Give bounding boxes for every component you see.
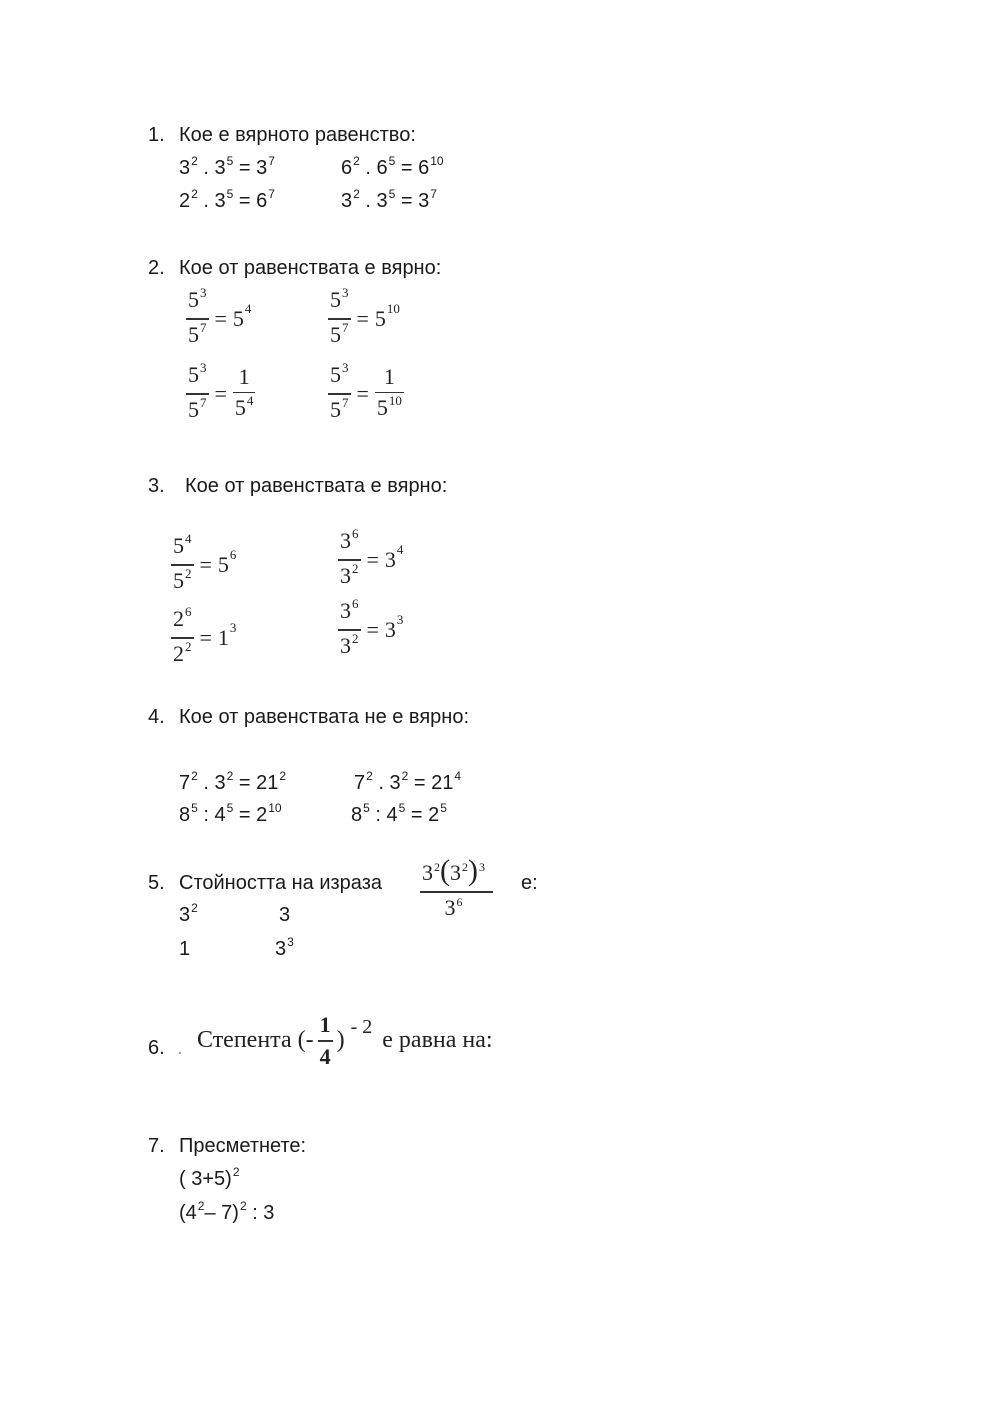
question-number: 1. — [148, 124, 165, 146]
answer-option-5a[interactable]: $3^2$ — [179, 901, 198, 926]
question-text-image: Степента (- $\frac{1}{4}$ ) - 2 е равна на: — [197, 1012, 493, 1069]
question-text: Кое от равенствата е вярно: — [185, 475, 448, 497]
answer-option-5b[interactable]: 3 — [279, 904, 291, 926]
question-text: Кое е вярното равенство: — [179, 124, 416, 146]
answer-option-5c[interactable]: 1 — [179, 938, 191, 960]
answer-option-2b[interactable]: $\frac{5^3}{5^7}$ = 5 $^{10}$ — [330, 285, 400, 347]
question-text: Стойността на израза — [179, 872, 382, 894]
answer-option-1c[interactable]: $2^2$ . $3^5 = 6^7$ — [179, 187, 275, 212]
answer-option-2d[interactable]: $\frac{5^3}{5^7}$ = $\frac{1}{5^{10}}$ — [330, 360, 402, 422]
question-number: 5. — [148, 872, 165, 894]
expression-line-1: ( 3+5)$^2$ — [179, 1165, 240, 1190]
expression-line-2: ($4^2-$ 7)$^2$ : 3 — [179, 1199, 275, 1224]
answer-option-1d[interactable]: $3^2$ . $3^5 = 3^7$ — [341, 187, 437, 212]
question-number: 4. — [148, 706, 165, 728]
answer-option-4d[interactable]: $8^5$ : $4^5 = 2^5$ — [351, 801, 447, 826]
question-number: 2. — [148, 257, 165, 279]
answer-option-2c[interactable]: $\frac{5^3}{5^7}$ = $\frac{1}{5^4}$ — [188, 360, 254, 422]
question-text: Кое от равенствата не е вярно: — [179, 706, 470, 728]
answer-option-3c[interactable]: $\frac{2^6}{2^2}$ = 1 $^3$ — [173, 604, 237, 666]
answer-option-4c[interactable]: $8^5$ : $4^5 = 2^{10}$ — [179, 801, 282, 826]
answer-option-1a[interactable]: $3^2$ . $3^5 = 3^7$ — [179, 154, 275, 179]
answer-option-1b[interactable]: $6^2$ . $6^5 = 6^{10}$ — [341, 154, 444, 179]
question-number: 6. — [148, 1037, 165, 1059]
expression-fraction: $\frac{3^2(3^2)^3}{3^6}$ — [420, 858, 487, 924]
question-text: Кое от равенствата е вярно: — [179, 257, 442, 279]
answer-option-3b[interactable]: $\frac{3^6}{3^2}$ = 3 $^4$ — [340, 526, 404, 588]
question-number: 3. — [148, 475, 165, 497]
answer-option-4a[interactable]: $7^2$ . $3^2 = 21^2$ — [179, 769, 287, 794]
question-number: 7. — [148, 1135, 165, 1157]
answer-option-2a[interactable]: $\frac{5^3}{5^7}$ = 5 $^4$ — [188, 285, 252, 347]
answer-option-3d[interactable]: $\frac{3^6}{3^2}$ = 3 $^3$ — [340, 596, 404, 658]
answer-option-4b[interactable]: $7^2$ . $3^2 = 21^4$ — [354, 769, 462, 794]
question-text: Пресметнете: — [179, 1135, 307, 1157]
answer-option-3a[interactable]: $\frac{5^4}{5^2}$ = 5 $^6$ — [173, 531, 237, 593]
question-text-tail: е: — [521, 872, 538, 894]
stray-dot: . — [177, 1037, 183, 1059]
answer-option-5d[interactable]: $3^3$ — [275, 935, 294, 960]
